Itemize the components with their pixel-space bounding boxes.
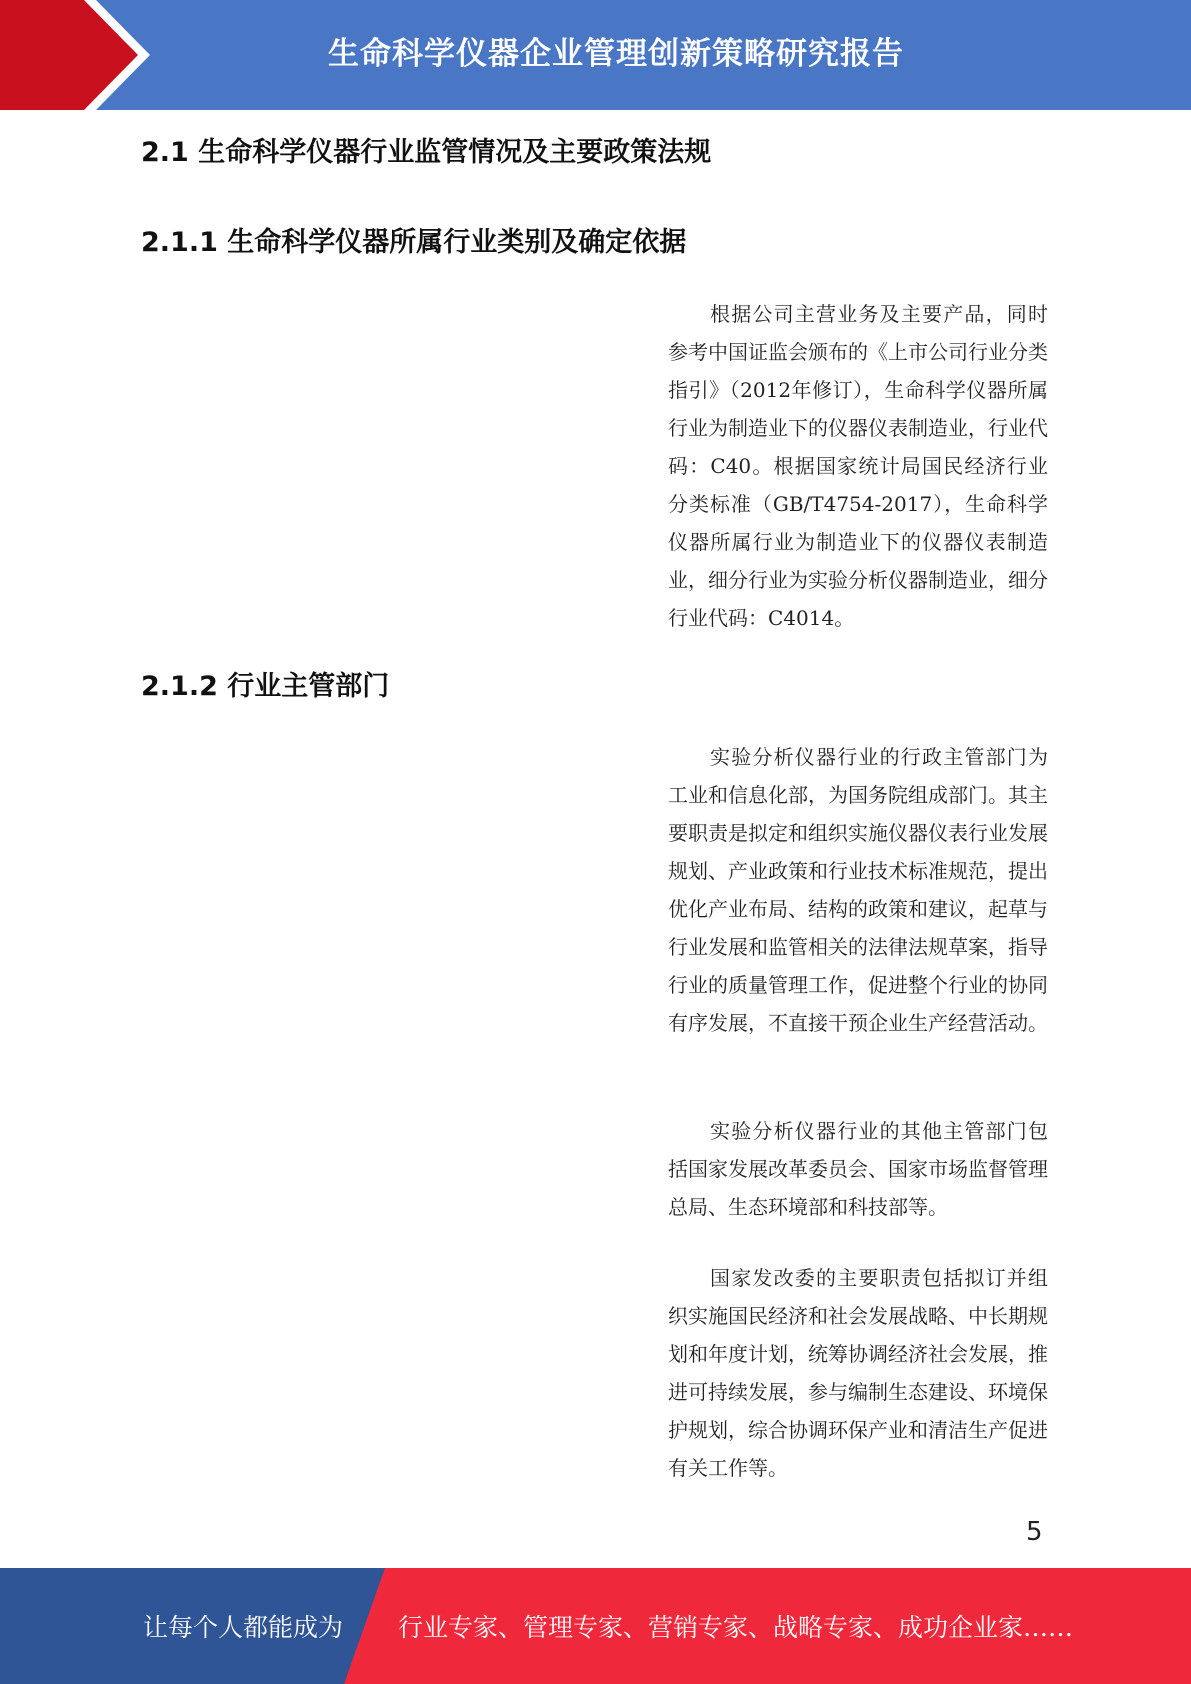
paragraph-industry-category: 根据公司主营业务及主要产品，同时参考中国证监会颁布的《上市公司行业分类指引》（2012年修订），生命科学仪器所属行业为制造业下的仪器仪表制造业，行业代码：C40。根据国家统计局国民经济行业分类标准（GB/T4754-2017），生命科学仪器所属行业为制造业下的仪器仪表制造业，细分行业为实验分析仪器制造业，细分行业代码：C4014。 xyxy=(668,302,1048,630)
report-header xyxy=(0,0,1191,110)
paragraph-ministry-duties: 实验分析仪器行业的行政主管部门为工业和信息化部，为国务院组成部门。其主要职责是拟定和组织实施仪器仪表行业发展规划、产业政策和行业技术标准规范，提出优化产业布局、结构的政策和建议，起草与行业发展和监管相关的法律法规草案，指导行业的质量管理工作，促进整个行业的协同有序发展，不直接干预企业生产经营活动。 xyxy=(668,745,1048,1035)
subsection-heading-2-1-2: 2.1.2 行业主管部门 xyxy=(141,671,390,702)
footer-slogan-right: 行业专家、管理专家、营销专家、战略专家、成功企业家…… xyxy=(398,1613,1074,1642)
paragraph-ndrc-duties: 国家发改委的主要职责包括拟订并组织实施国民经济和社会发展战略、中长期规划和年度计划，统筹协调经济社会发展，推进可持续发展，参与编制生态建设、环境保护规划，综合协调环保产业和清洁生产促进有关工作等。 xyxy=(668,1266,1048,1480)
paragraph-other-authorities: 实验分析仪器行业的其他主管部门包括国家发展改革委员会、国家市场监督管理总局、生态环境部和科技部等。 xyxy=(668,1119,1048,1219)
footer-slogan-left: 让每个人都能成为 xyxy=(143,1613,344,1642)
section-heading: 2.1 生命科学仪器行业监管情况及主要政策法规 xyxy=(141,137,712,168)
report-footer xyxy=(0,1568,1191,1684)
report-title: 生命科学仪器企业管理创新策略研究报告 xyxy=(328,35,904,72)
page-number: 5 xyxy=(1026,1517,1043,1547)
subsection-heading-2-1-1: 2.1.1 生命科学仪器所属行业类别及确定依据 xyxy=(141,227,687,258)
